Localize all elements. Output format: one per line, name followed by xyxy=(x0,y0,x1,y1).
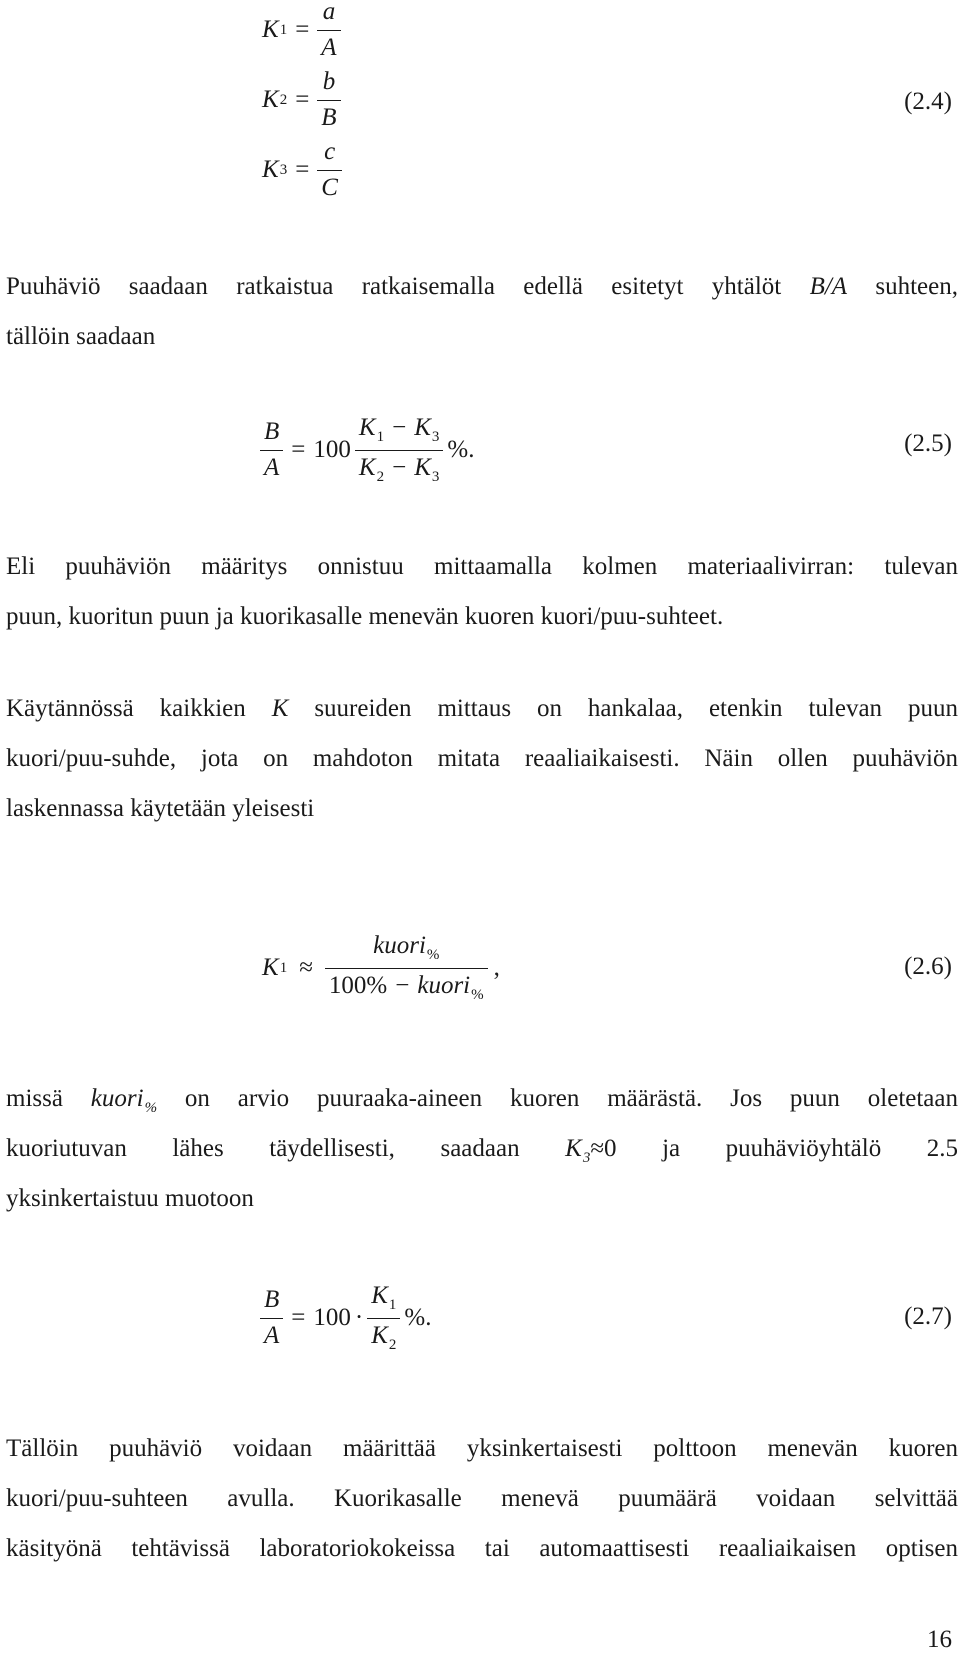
eq-k1-fraction xyxy=(317,0,340,61)
paragraph-2 xyxy=(6,542,958,642)
fraction-bar xyxy=(355,450,443,451)
eq-k3-denominator: C xyxy=(321,173,338,201)
equation-2-7: $\frac{B}{A}$ = 100 · $\frac{K_1}{K_2}$ %. xyxy=(260,1278,431,1358)
eq-k3-sub: 3 xyxy=(279,161,288,178)
paragraph-2-line-2: puun, kuoritun puun ja kuorikasalle menevän kuoren kuori/puu-suhteet. xyxy=(6,603,724,630)
paragraph-5 xyxy=(6,1424,958,1574)
paragraph-5-line-3: käsityönä tehtävissä laboratoriokokeissa tai automaattisesti reaaliaikaisen optisen xyxy=(6,1535,958,1562)
eq26-fraction: $\frac{kuori_{\%}}{100\% - kuori_{\%}}$ xyxy=(325,933,488,1004)
equation-number-2-6: (2.6) xyxy=(904,953,952,980)
eq-k2-sub: 2 xyxy=(279,91,288,108)
eq-k2-numerator: b xyxy=(322,68,336,96)
paragraph-4-line-2: kuoriutuvan lähes täydellisesti, saadaan $K_3\approx 0$ ja puuhäviöyhtälö 2.5 xyxy=(6,1135,958,1166)
inline-variable-k: K xyxy=(271,695,289,722)
equation-k2 xyxy=(262,70,341,130)
paragraph-5-line-1: Tällöin puuhäviö voidaan määrittää yksinkertaisesti polttoon menevän kuoren xyxy=(6,1435,958,1462)
eq-k2-fraction xyxy=(317,69,340,131)
paragraph-3-line-2: kuori/puu-suhde, jota on mahdoton mitata reaaliaikaisesti. Näin ollen puuhäviön xyxy=(6,745,958,772)
eq25-lhs-fraction: $\frac{B}{A}$ xyxy=(260,419,283,481)
paragraph-3 xyxy=(6,684,958,834)
eq25-rhs-fraction: $\frac{K_1 - K_3}{K_2 - K_3}$ xyxy=(355,415,443,486)
eq-k3-symbol: K xyxy=(262,156,279,183)
eq-k2-denominator: B xyxy=(321,103,337,131)
eq-k1-denominator: A xyxy=(321,33,337,61)
inline-variable-kuori: kuori xyxy=(90,1085,144,1112)
fraction-bar xyxy=(317,30,340,31)
eq27-lhs-fraction: $\frac{B}{A}$ xyxy=(260,1287,283,1349)
paragraph-3-line-1: Käytännössä kaikkien K suureiden mittaus on hankalaa, etenkin tulevan puun xyxy=(6,695,958,722)
equation-k3 xyxy=(262,140,342,200)
eq-k3-fraction xyxy=(317,139,342,201)
equation-number-2-7: (2.7) xyxy=(904,1303,952,1330)
paragraph-3-line-3: laskennassa käytetään yleisesti xyxy=(6,795,315,822)
equation-2-6: K 1 ≈ $\frac{kuori_{\%}}{100\% - kuori_{\%}}$ , xyxy=(262,931,500,1003)
equation-number-2-4: (2.4) xyxy=(904,88,952,115)
paragraph-4-line-3: yksinkertaistuu muotoon xyxy=(6,1185,254,1212)
eq-k3-numerator: c xyxy=(324,138,336,166)
eq-k1-numerator: a xyxy=(322,0,336,26)
fraction-bar xyxy=(260,1318,283,1319)
paragraph-4-line-1: missä kuori$_{\%}$ on arvio puuraaka-aineen kuoren määrästä. Jos puun oletetaan xyxy=(6,1085,958,1116)
fraction-bar xyxy=(317,170,342,171)
eq-k1-equals: = xyxy=(295,16,310,43)
eq25-percent-tail: %. xyxy=(447,436,475,463)
inline-variable-b-over-a: B/A xyxy=(809,273,848,300)
equation-2-5: $\frac{B}{A}$ = 100 $\frac{K_1 - K_3}{K_2 - K_3}$ %. xyxy=(260,410,474,490)
paragraph-1-line-2: tällöin saadaan xyxy=(6,323,156,350)
paragraph-4 xyxy=(6,1074,958,1224)
eq-k2-symbol: K xyxy=(262,86,279,113)
paragraph-1-line-1: Puuhäviö saadaan ratkaistua ratkaisemalla edellä esitetyt yhtälöt B/A suhteen, xyxy=(6,273,958,300)
paragraph-1 xyxy=(6,262,958,362)
paragraph-5-line-2: kuori/puu-suhteen avulla. Kuorikasalle menevä puumäärä voidaan selvittää xyxy=(6,1485,958,1512)
fraction-bar xyxy=(317,100,340,101)
approx-sign: ≈ xyxy=(299,954,313,981)
eq25-coefficient: 100 xyxy=(313,436,351,463)
eq27-rhs-fraction: $\frac{K_1}{K_2}$ xyxy=(367,1283,400,1354)
eq-k3-equals: = xyxy=(295,156,310,183)
fraction-bar xyxy=(325,968,488,969)
paragraph-2-line-1: Eli puuhäviön määritys onnistuu mittaamalla kolmen materiaalivirran: tulevan xyxy=(6,553,958,580)
fraction-bar xyxy=(367,1318,400,1319)
page-number: 16 xyxy=(927,1626,952,1653)
eq-k1-symbol: K xyxy=(262,16,279,43)
eq-k1-sub: 1 xyxy=(279,21,288,38)
eq-k2-equals: = xyxy=(295,86,310,113)
inline-variable-k3: K xyxy=(565,1135,582,1162)
equation-k1 xyxy=(262,0,341,60)
equation-number-2-5: (2.5) xyxy=(904,430,952,457)
fraction-bar xyxy=(260,450,283,451)
